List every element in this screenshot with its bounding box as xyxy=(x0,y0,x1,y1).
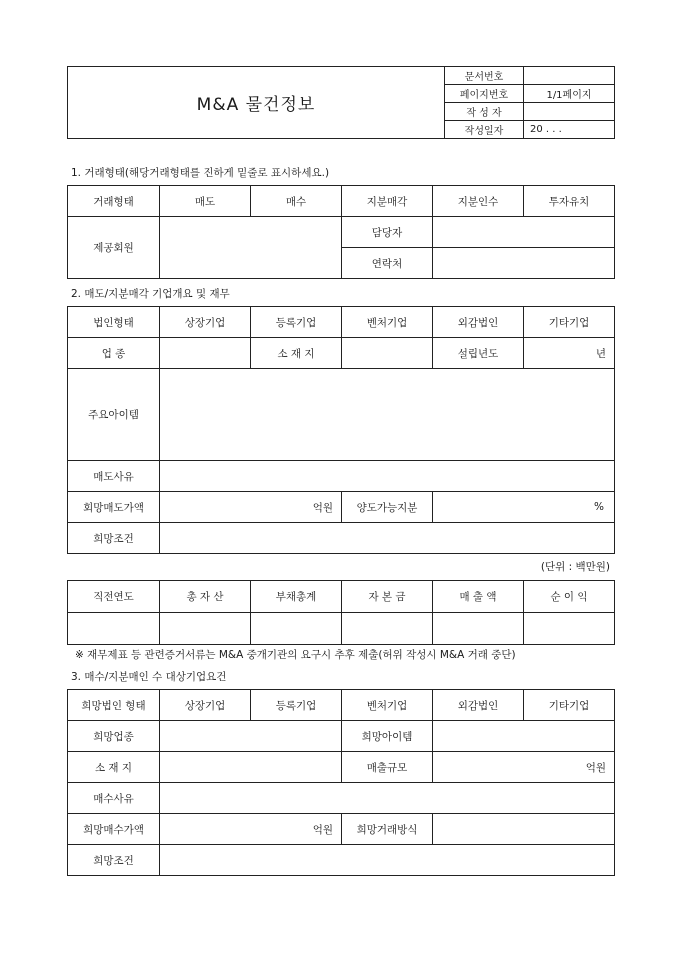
founded-field[interactable]: 년 xyxy=(524,338,615,369)
finance-assets-field[interactable] xyxy=(160,613,251,645)
buyer-requirement-table xyxy=(67,689,615,876)
buyer-desired-cond-label: 희망조건 xyxy=(68,845,160,876)
author-field[interactable] xyxy=(524,103,615,121)
finance-capital-field[interactable] xyxy=(342,613,433,645)
desired-corp-type-audited[interactable]: 외감법인 xyxy=(433,690,524,721)
location-label: 소 재 지 xyxy=(251,338,342,369)
trade-type-sell[interactable]: 매도 xyxy=(160,186,251,217)
finance-header-year: 직전연도 xyxy=(68,581,160,613)
finance-header-sales: 매 출 액 xyxy=(433,581,524,613)
founded-label: 설립년도 xyxy=(433,338,524,369)
desired-cond-label: 희망조건 xyxy=(68,523,160,554)
trade-type-investment[interactable]: 투자유치 xyxy=(524,186,615,217)
desired-cond-field[interactable] xyxy=(160,523,615,554)
finance-header-net-income: 순 이 익 xyxy=(524,581,615,613)
desired-method-field[interactable] xyxy=(433,814,615,845)
finance-header-liabilities: 부채총계 xyxy=(251,581,342,613)
desired-buy-price-field[interactable]: 억원 xyxy=(160,814,342,845)
desired-buy-price-label: 희망매수가액 xyxy=(68,814,160,845)
desired-corp-type-registered[interactable]: 등록기업 xyxy=(251,690,342,721)
finance-liabilities-field[interactable] xyxy=(251,613,342,645)
sale-reason-label: 매도사유 xyxy=(68,461,160,492)
buy-reason-field[interactable] xyxy=(160,783,615,814)
desired-item-field[interactable] xyxy=(433,721,615,752)
desired-corp-type-label: 희망법인 형태 xyxy=(68,690,160,721)
finance-table xyxy=(67,580,615,645)
corp-type-listed[interactable]: 상장기업 xyxy=(160,307,251,338)
seller-overview-table xyxy=(67,306,615,554)
location-field[interactable] xyxy=(342,338,433,369)
provider-field[interactable] xyxy=(160,217,342,279)
desired-industry-field[interactable] xyxy=(160,721,342,752)
trade-type-table xyxy=(67,185,615,279)
document-header xyxy=(67,66,615,139)
trade-type-share-sale[interactable]: 지분매각 xyxy=(342,186,433,217)
main-item-label: 주요아이템 xyxy=(68,369,160,461)
trade-type-label: 거래형태 xyxy=(68,186,160,217)
industry-field[interactable] xyxy=(160,338,251,369)
finance-header-assets: 총 자 산 xyxy=(160,581,251,613)
doc-no-field[interactable] xyxy=(524,67,615,85)
contact-person-field[interactable] xyxy=(433,217,615,248)
desired-method-label: 희망거래방식 xyxy=(342,814,433,845)
main-item-field[interactable] xyxy=(160,369,615,461)
author-label: 작 성 자 xyxy=(445,103,524,121)
industry-label: 업 종 xyxy=(68,338,160,369)
transferable-share-label: 양도가능지분 xyxy=(342,492,433,523)
corp-type-label: 법인형태 xyxy=(68,307,160,338)
desired-corp-type-listed[interactable]: 상장기업 xyxy=(160,690,251,721)
corp-type-registered[interactable]: 등록기업 xyxy=(251,307,342,338)
sales-scale-field[interactable]: 억원 xyxy=(433,752,615,783)
date-label: 작성일자 xyxy=(445,121,524,139)
corp-type-audited[interactable]: 외감법인 xyxy=(433,307,524,338)
desired-industry-label: 희망업종 xyxy=(68,721,160,752)
trade-type-share-acquire[interactable]: 지분인수 xyxy=(433,186,524,217)
finance-year-field[interactable] xyxy=(68,613,160,645)
contact-field[interactable] xyxy=(433,248,615,279)
transferable-share-field[interactable]: % xyxy=(433,492,615,523)
buyer-location-label: 소 재 지 xyxy=(68,752,160,783)
finance-sales-field[interactable] xyxy=(433,613,524,645)
provider-label: 제공회원 xyxy=(68,217,160,279)
corp-type-venture[interactable]: 벤처기업 xyxy=(342,307,433,338)
corp-type-other[interactable]: 기타기업 xyxy=(524,307,615,338)
desired-price-label: 회망매도가액 xyxy=(68,492,160,523)
buyer-desired-cond-field[interactable] xyxy=(160,845,615,876)
page-no-label: 페이지번호 xyxy=(445,85,524,103)
trade-type-buy[interactable]: 매수 xyxy=(251,186,342,217)
unit-note: (단위 : 백만원) xyxy=(540,561,610,573)
date-field[interactable]: 20 . . . xyxy=(524,121,615,139)
sales-scale-label: 매출규모 xyxy=(342,752,433,783)
contact-label: 연락처 xyxy=(342,248,433,279)
desired-price-field[interactable]: 억원 xyxy=(160,492,342,523)
contact-person-label: 담당자 xyxy=(342,217,433,248)
section2-title: 2. 매도/지분매각 기업개요 및 재무 xyxy=(71,288,230,300)
desired-item-label: 희망아이템 xyxy=(342,721,433,752)
section3-title: 3. 매수/지분매인 수 대상기업요건 xyxy=(71,671,227,683)
page-no-value: 1/1페이지 xyxy=(524,85,615,103)
page-title: M&A 물건정보 xyxy=(68,67,445,139)
finance-header-capital: 자 본 금 xyxy=(342,581,433,613)
buy-reason-label: 매수사유 xyxy=(68,783,160,814)
desired-corp-type-other[interactable]: 기타기업 xyxy=(524,690,615,721)
doc-no-label: 문서번호 xyxy=(445,67,524,85)
buyer-location-field[interactable] xyxy=(160,752,342,783)
finance-note: ※ 재무제표 등 관련증거서류는 M&A 중개기관의 요구시 추후 제출(허위 작성시 M&A 거래 중단) xyxy=(75,649,516,661)
finance-net-income-field[interactable] xyxy=(524,613,615,645)
desired-corp-type-venture[interactable]: 벤처기업 xyxy=(342,690,433,721)
sale-reason-field[interactable] xyxy=(160,461,615,492)
section1-title: 1. 거래형태(해당거래형태를 진하게 밑줄로 표시하세요.) xyxy=(71,167,330,179)
